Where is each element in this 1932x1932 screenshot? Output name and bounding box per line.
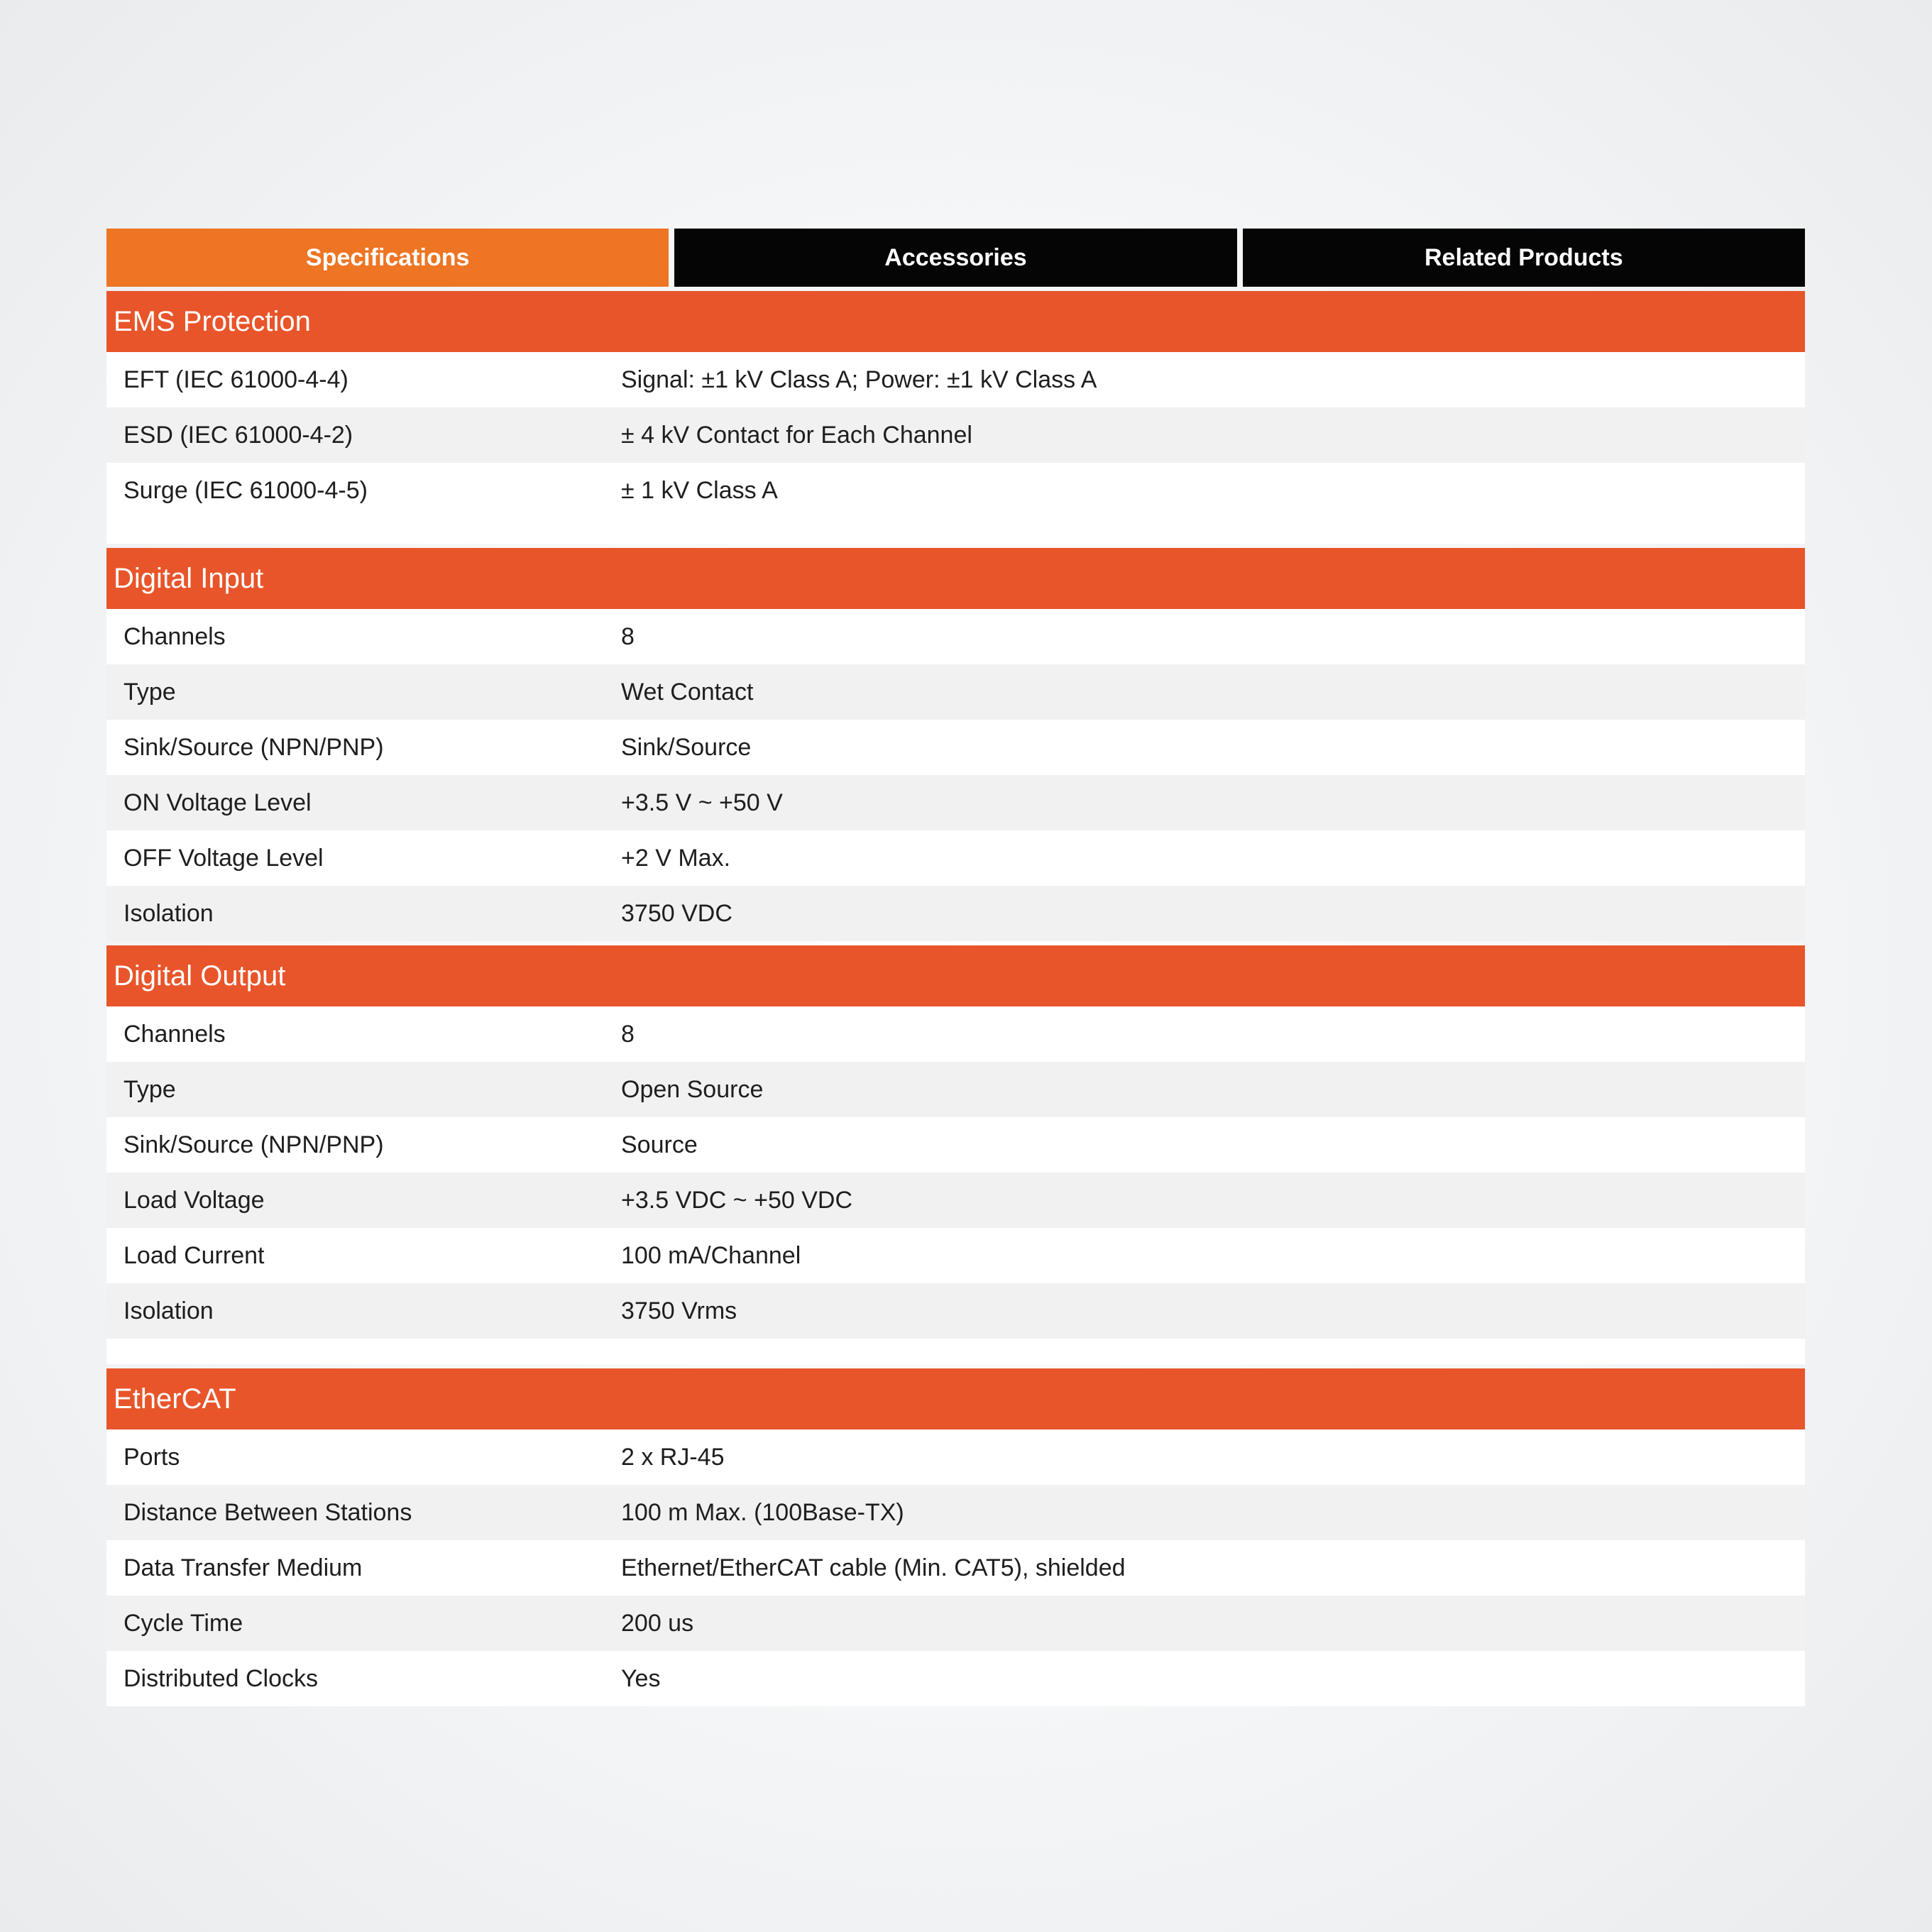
spec-value: Signal: ±1 kV Class A; Power: ±1 kV Class A [621, 366, 1097, 393]
spec-label: Channels [124, 1020, 226, 1048]
spec-value: Open Source [621, 1075, 764, 1103]
spec-value: 3750 Vrms [621, 1297, 737, 1324]
section-digital-input [106, 548, 1805, 941]
spec-label: ON Voltage Level [124, 789, 312, 816]
spec-value: 200 us [621, 1609, 694, 1637]
section-header: Digital Output [106, 945, 1805, 1006]
spec-value: Ethernet/EtherCAT cable (Min. CAT5), shielded [621, 1554, 1126, 1581]
spec-value: 8 [621, 1020, 635, 1048]
tab-related-products[interactable]: Related Products [1243, 229, 1805, 287]
section-header: Digital Input [106, 548, 1805, 609]
spec-label: Ports [124, 1443, 180, 1471]
spec-value: 2 x RJ-45 [621, 1443, 725, 1471]
tab-specifications[interactable]: Specifications [106, 229, 669, 287]
spec-value: Source [621, 1131, 698, 1158]
spec-row [106, 407, 1805, 463]
spec-rows [106, 609, 1805, 941]
spec-value: ± 4 kV Contact for Each Channel [621, 421, 972, 449]
tab-bar [106, 229, 1805, 287]
spec-label: Channels [124, 622, 226, 650]
spec-row [106, 775, 1805, 830]
spec-label: Sink/Source (NPN/PNP) [124, 1131, 384, 1158]
section-ethercat [106, 1368, 1805, 1706]
spec-label: Load Current [124, 1241, 265, 1269]
spec-value: Sink/Source [621, 733, 752, 761]
spec-row [106, 1173, 1805, 1228]
spec-rows [106, 352, 1805, 518]
spec-label: Isolation [124, 1297, 214, 1324]
spec-row [106, 1540, 1805, 1596]
spec-value: ± 1 kV Class A [621, 476, 778, 504]
spec-rows [106, 1006, 1805, 1339]
spec-label: Type [124, 678, 176, 706]
spec-row [106, 1429, 1805, 1485]
spec-label: Isolation [124, 899, 214, 927]
spec-row [106, 1283, 1805, 1339]
spec-label: EFT (IEC 61000-4-4) [124, 366, 348, 393]
spec-value: 100 mA/Channel [621, 1241, 801, 1269]
spec-label: Distributed Clocks [124, 1664, 318, 1692]
spec-row [106, 1485, 1805, 1540]
spec-row [106, 1062, 1805, 1117]
spec-row [106, 830, 1805, 886]
spec-row [106, 664, 1805, 720]
spec-row [106, 1651, 1805, 1706]
spec-row [106, 1117, 1805, 1173]
spec-label: Type [124, 1075, 176, 1103]
spec-label: Load Voltage [124, 1186, 265, 1214]
spec-value: +3.5 V ~ +50 V [621, 789, 783, 816]
spec-row [106, 1596, 1805, 1651]
spec-label: ESD (IEC 61000-4-2) [124, 421, 353, 449]
section-header: EtherCAT [106, 1368, 1805, 1429]
spec-row [106, 1228, 1805, 1283]
spec-row [106, 463, 1805, 518]
spec-row [106, 1006, 1805, 1062]
spec-value: 8 [621, 622, 635, 650]
section-ems-protection [106, 291, 1805, 544]
spec-label: Cycle Time [124, 1609, 243, 1637]
spec-value: 3750 VDC [621, 899, 732, 927]
spec-label: OFF Voltage Level [124, 844, 324, 872]
spec-panel [106, 229, 1805, 1706]
spec-rows [106, 1429, 1805, 1706]
section-header: EMS Protection [106, 291, 1805, 352]
spec-value: 100 m Max. (100Base-TX) [621, 1498, 904, 1526]
spec-label: Distance Between Stations [124, 1498, 412, 1526]
spec-label: Data Transfer Medium [124, 1554, 363, 1581]
spec-value: +2 V Max. [621, 844, 731, 872]
spec-value: Wet Contact [621, 678, 754, 706]
spec-row [106, 609, 1805, 664]
spec-value: Yes [621, 1664, 661, 1692]
section-spacer [106, 1339, 1805, 1364]
spec-row [106, 352, 1805, 407]
tab-accessories[interactable]: Accessories [674, 229, 1236, 287]
spec-label: Surge (IEC 61000-4-5) [124, 476, 368, 504]
spec-row [106, 886, 1805, 941]
section-digital-output [106, 945, 1805, 1364]
spec-label: Sink/Source (NPN/PNP) [124, 733, 384, 761]
spec-value: +3.5 VDC ~ +50 VDC [621, 1186, 853, 1214]
section-spacer [106, 518, 1805, 544]
spec-row [106, 720, 1805, 775]
